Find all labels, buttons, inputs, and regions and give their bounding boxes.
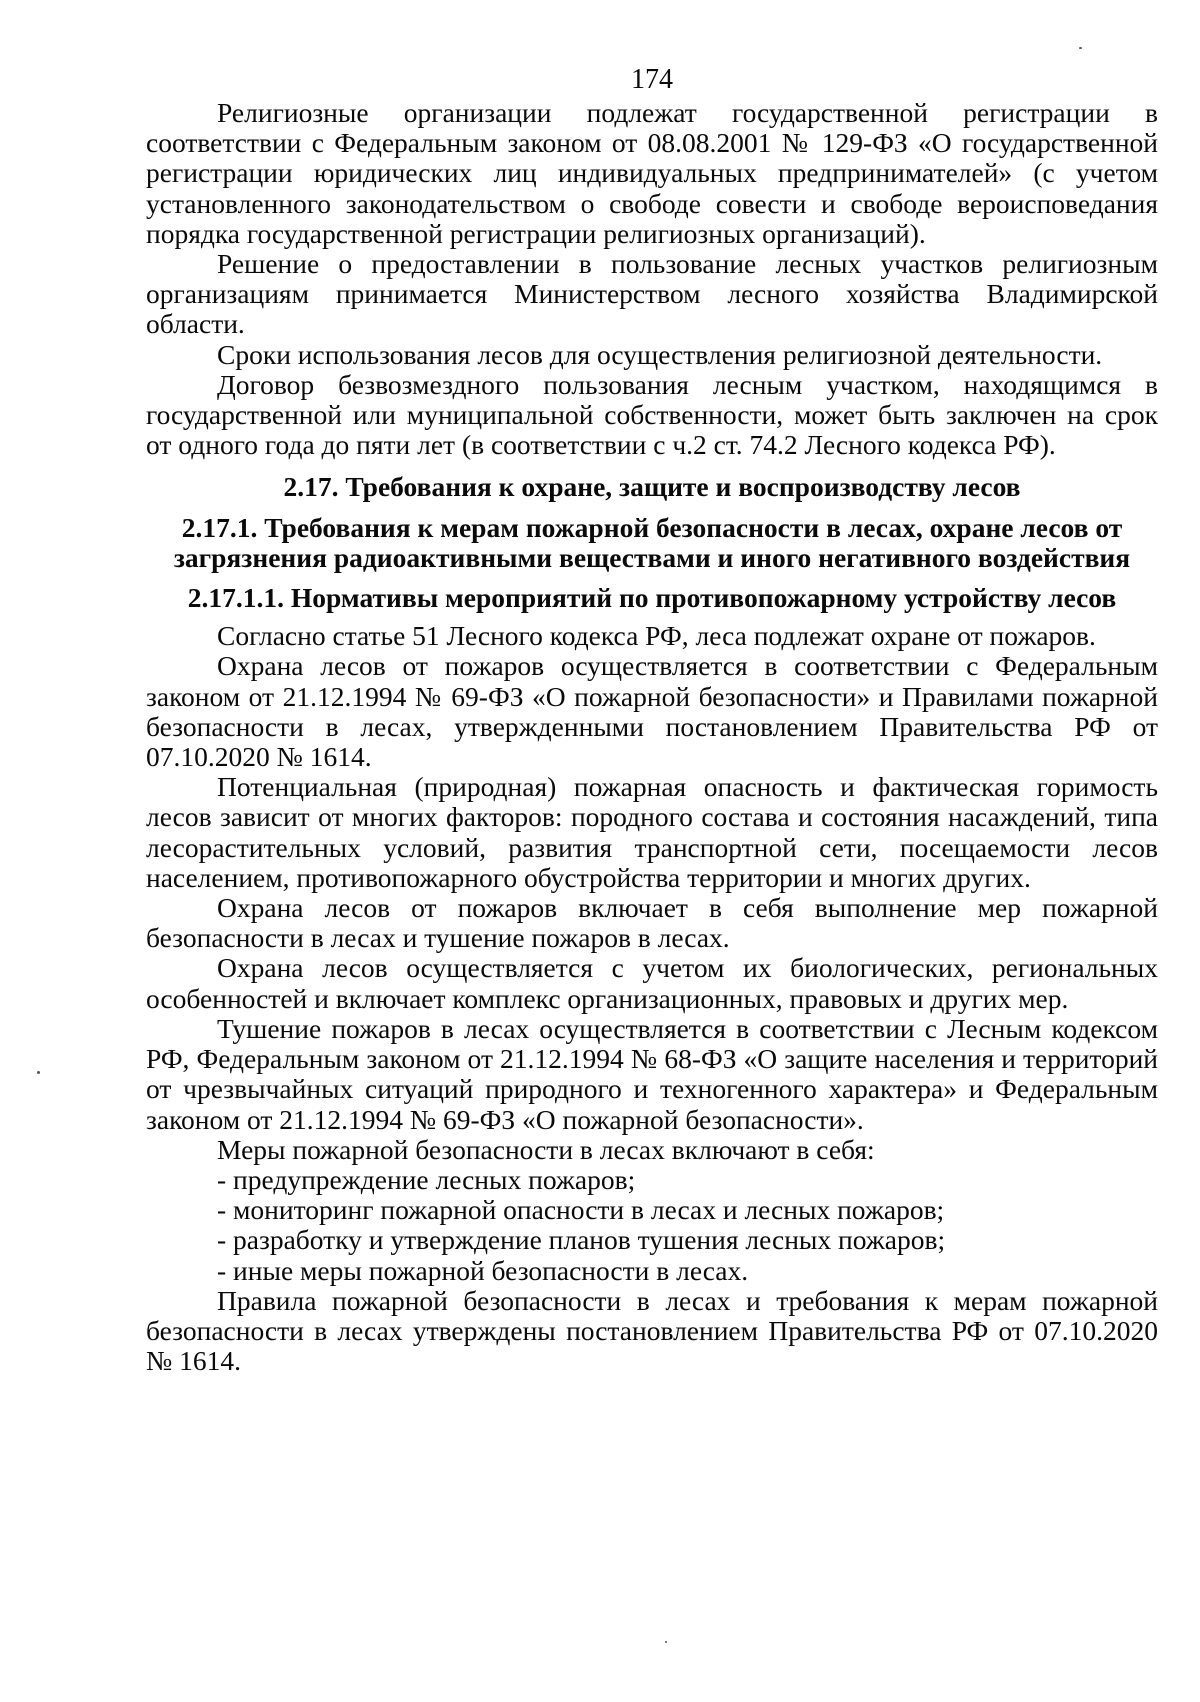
scan-speck xyxy=(1079,47,1082,49)
paragraph-religious-registration: Религиозные организации подлежат государственной регистрации в соответствии с Федеральным законом от 08.08.2001 № 129-ФЗ «О государственной регистрации юридических лиц индивидуальных предпринимателей» (с учетом установленного законодательством о свободе совести и свободе вероисповедания порядка государственной регистрации религиозных организаций). xyxy=(146,97,1158,249)
paragraph-fire-protection-includes: Охрана лесов от пожаров включает в себя выполнение мер пожарной безопасности в лесах и тушение пожаров в лесах. xyxy=(146,892,1158,954)
paragraph-protection-measures: Охрана лесов осуществляется с учетом их биологических, региональных особенностей и включает комплекс организационных, правовых и других мер. xyxy=(146,952,1158,1014)
paragraph-fire-extinguishing: Тушение пожаров в лесах осуществляется в соответствии с Лесным кодексом РФ, Федеральным законом от 21.12.1994 № 68-ФЗ «О защите населения и территорий от чрезвычайных ситуаций природного и техногенного характера» и Федеральным законом от 21.12.1994 № 69-ФЗ «О пожарной безопасности». xyxy=(146,1012,1158,1135)
paragraph-fire-danger-factors: Потенциальная (природная) пожарная опасность и фактическая горимость лесов зависит от многих факторов: породного состава и состояния насаждений, типа лесорастительных условий, развития транспортной сети, посещаемости лесов населением, противопожарного обустройства территории и многих других. xyxy=(146,771,1158,893)
page-number: 174 xyxy=(631,64,673,95)
fire-safety-measures-list xyxy=(146,1165,1158,1286)
paragraph-article-51: Согласно статье 51 Лесного кодекса РФ, леса подлежат охране от пожаров. xyxy=(217,620,1096,652)
section-heading-2-17: 2.17. Требования к охране, защите и воспроизводству лесов xyxy=(283,471,1021,503)
scan-speck xyxy=(37,1071,40,1074)
paragraph-usage-decision: Решение о предоставлении в пользование лесных участков религиозным организациям принимается Министерством лесного хозяйства Владимирской области. xyxy=(146,248,1158,340)
paragraph-fire-safety-rules: Правила пожарной безопасности в лесах и требования к мерам пожарной безопасности в лесах утверждены постановлением Правительства РФ от 07.10.2020 № 1614. xyxy=(146,1284,1158,1377)
list-item: - иные меры пожарной безопасности в лесах. xyxy=(217,1254,749,1286)
section-heading-2-17-1: 2.17.1. Требования к мерам пожарной безопасности в лесах, охране лесов от загрязнения радиоактивными веществами и иного негативного воздействия xyxy=(173,511,1131,573)
paragraph-usage-terms: Сроки использования лесов для осуществления религиозной деятельности. xyxy=(217,338,1103,370)
scan-speck xyxy=(665,1641,667,1643)
list-item: - разработку и утверждение планов тушения лесных пожаров; xyxy=(217,1224,946,1256)
paragraph-fire-protection-law: Охрана лесов от пожаров осуществляется в соответствии с Федеральным законом от 21.12.1994 № 69-ФЗ «О пожарной безопасности» и Правилами пожарной безопасности в лесах, утвержденными постановлением Правительства РФ от 07.10.2020 № 1614. xyxy=(146,650,1158,773)
section-heading-2-17-1-1: 2.17.1.1. Нормативы мероприятий по противопожарному устройству лесов xyxy=(187,582,1117,614)
list-item: - мониторинг пожарной опасности в лесах и лесных пожаров; xyxy=(217,1194,945,1226)
document-page xyxy=(146,64,1158,1376)
paragraph-measures-intro: Меры пожарной безопасности в лесах включают в себя: xyxy=(217,1133,875,1165)
list-item: - предупреждение лесных пожаров; xyxy=(217,1163,636,1195)
paragraph-free-use-contract: Договор безвозмездного пользования лесным участком, находящимся в государственной или муниципальной собственности, может быть заключен на срок от одного года до пяти лет (в соответствии с ч.2 ст. 74.2 Лесного кодекса РФ). xyxy=(146,368,1158,461)
